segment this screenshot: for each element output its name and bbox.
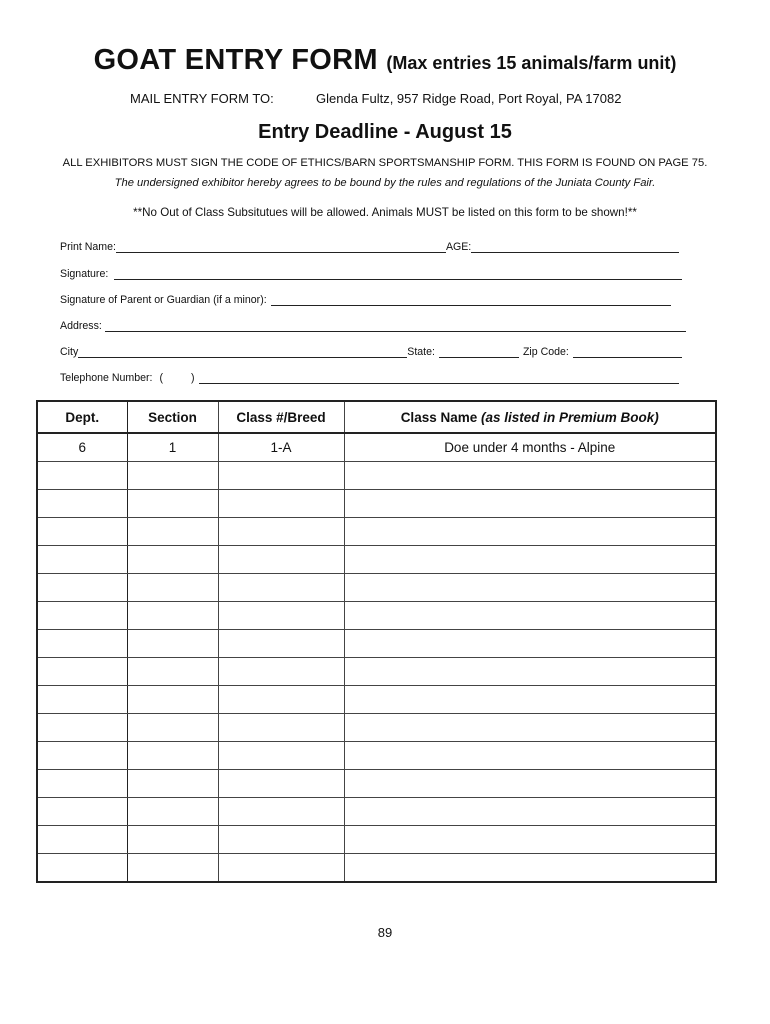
agreement-statement: The undersigned exhibitor hereby agrees to be bound by the rules and regulations of the Juniata County Fair.: [114, 177, 656, 189]
area-code-open: (: [159, 372, 163, 384]
cell-section[interactable]: [127, 826, 218, 854]
cell-section[interactable]: [127, 490, 218, 518]
table-row: [37, 854, 716, 883]
signature-row: [60, 268, 682, 280]
signature-label: Signature:: [60, 268, 109, 280]
cell-class-breed[interactable]: [218, 826, 344, 854]
cell-class-name[interactable]: [344, 826, 716, 854]
cell-section[interactable]: 1: [127, 433, 218, 462]
cell-section[interactable]: [127, 518, 218, 546]
print-name-label: Print Name:: [60, 241, 116, 253]
cell-class-breed[interactable]: [218, 854, 344, 883]
cell-section[interactable]: [127, 770, 218, 798]
cell-class-name[interactable]: [344, 770, 716, 798]
table-row: [37, 462, 716, 490]
table-row: [37, 518, 716, 546]
table-row: [37, 574, 716, 602]
table-row: [37, 490, 716, 518]
cell-dept[interactable]: [37, 742, 127, 770]
address-row: [60, 320, 686, 332]
city-field[interactable]: [78, 348, 407, 358]
parent-signature-label: Signature of Parent or Guardian (if a minor):: [60, 294, 267, 306]
parent-signature-row: [60, 294, 671, 306]
cell-dept[interactable]: [37, 462, 127, 490]
zip-field[interactable]: [573, 348, 682, 358]
cell-class-breed[interactable]: [218, 546, 344, 574]
cell-dept[interactable]: [37, 602, 127, 630]
cell-class-name[interactable]: [344, 462, 716, 490]
cell-dept[interactable]: 6: [37, 433, 127, 462]
table-row: [37, 433, 716, 462]
cell-class-name[interactable]: [344, 854, 716, 883]
telephone-row: [60, 372, 679, 384]
telephone-label: Telephone Number:: [60, 372, 153, 384]
cell-class-breed[interactable]: [218, 574, 344, 602]
city-state-zip-row: [60, 346, 682, 358]
cell-dept[interactable]: [37, 686, 127, 714]
cell-class-breed[interactable]: [218, 630, 344, 658]
cell-section[interactable]: [127, 462, 218, 490]
cell-section[interactable]: [127, 574, 218, 602]
table-row: [37, 630, 716, 658]
entries-body: [37, 433, 716, 882]
cell-dept[interactable]: [37, 770, 127, 798]
table-row: [37, 546, 716, 574]
cell-section[interactable]: [127, 546, 218, 574]
cell-class-breed[interactable]: [218, 490, 344, 518]
age-label: AGE:: [445, 241, 472, 253]
cell-dept[interactable]: [37, 714, 127, 742]
header-class-name: [344, 401, 716, 433]
mail-to-label: MAIL ENTRY FORM TO:: [130, 91, 274, 106]
cell-class-breed[interactable]: [218, 686, 344, 714]
telephone-field[interactable]: [199, 374, 679, 384]
print-name-field[interactable]: [116, 243, 446, 253]
cell-class-breed[interactable]: [218, 658, 344, 686]
header-class-name-note: (as listed in Premium Book): [481, 409, 659, 425]
cell-class-name[interactable]: [344, 658, 716, 686]
cell-dept[interactable]: [37, 658, 127, 686]
parent-signature-field[interactable]: [271, 296, 671, 306]
cell-class-name[interactable]: [344, 686, 716, 714]
cell-class-name[interactable]: [344, 518, 716, 546]
signature-field[interactable]: [114, 270, 682, 280]
print-name-row: [60, 241, 679, 253]
cell-section[interactable]: [127, 854, 218, 883]
cell-class-breed[interactable]: [218, 602, 344, 630]
cell-class-name[interactable]: [344, 742, 716, 770]
substitution-notice: **No Out of Class Subsitutues will be allowed. Animals MUST be listed on this form to be shown!**: [133, 206, 637, 219]
ethics-notice: ALL EXHIBITORS MUST SIGN THE CODE OF ETHICS/BARN SPORTSMANSHIP FORM. THIS FORM IS FOUND ON PAGE 75.: [62, 157, 708, 169]
cell-dept[interactable]: [37, 854, 127, 883]
form-subtitle: (Max entries 15 animals/farm unit): [386, 53, 677, 73]
cell-class-name[interactable]: [344, 714, 716, 742]
entries-table: [36, 400, 717, 883]
cell-section[interactable]: [127, 686, 218, 714]
table-row: [37, 686, 716, 714]
form-title: GOAT ENTRY FORM: [93, 44, 378, 76]
table-row: [37, 770, 716, 798]
cell-class-breed[interactable]: 1-A: [218, 433, 344, 462]
state-field[interactable]: [439, 348, 519, 358]
header-dept: Dept.: [37, 401, 127, 433]
table-row: [37, 826, 716, 854]
form-title-row: [0, 44, 770, 77]
cell-section[interactable]: [127, 630, 218, 658]
age-field[interactable]: [471, 243, 679, 253]
cell-section[interactable]: [127, 658, 218, 686]
table-row: [37, 742, 716, 770]
cell-class-breed[interactable]: [218, 770, 344, 798]
cell-section[interactable]: [127, 742, 218, 770]
cell-class-breed[interactable]: [218, 742, 344, 770]
area-code-close: ): [191, 372, 195, 384]
state-label: State:: [407, 346, 435, 358]
city-label: City: [60, 346, 79, 358]
mail-to-address: Glenda Fultz, 957 Ridge Road, Port Royal, PA 17082: [316, 91, 622, 106]
cell-class-name[interactable]: [344, 574, 716, 602]
header-class-name-label: Class Name: [400, 409, 478, 425]
cell-class-name[interactable]: [344, 546, 716, 574]
table-row: [37, 714, 716, 742]
table-row: [37, 798, 716, 826]
cell-dept[interactable]: [37, 826, 127, 854]
cell-class-breed[interactable]: [218, 714, 344, 742]
address-label: Address:: [60, 320, 102, 332]
zip-label: Zip Code:: [522, 346, 569, 358]
cell-dept[interactable]: [37, 798, 127, 826]
address-field[interactable]: [105, 322, 686, 332]
cell-class-name[interactable]: [344, 490, 716, 518]
cell-class-breed[interactable]: [218, 462, 344, 490]
table-row: [37, 602, 716, 630]
entry-deadline: Entry Deadline - August 15: [258, 121, 512, 143]
cell-class-name[interactable]: Doe under 4 months - Alpine: [344, 433, 716, 462]
cell-section[interactable]: [127, 798, 218, 826]
cell-dept[interactable]: [37, 630, 127, 658]
cell-class-name[interactable]: [344, 602, 716, 630]
table-header-row: [37, 401, 716, 433]
header-section: Section: [127, 401, 218, 433]
cell-dept[interactable]: [37, 490, 127, 518]
cell-dept[interactable]: [37, 546, 127, 574]
cell-dept[interactable]: [37, 574, 127, 602]
cell-class-name[interactable]: [344, 798, 716, 826]
cell-dept[interactable]: [37, 518, 127, 546]
cell-section[interactable]: [127, 602, 218, 630]
header-class-breed: Class #/Breed: [218, 401, 344, 433]
cell-class-breed[interactable]: [218, 798, 344, 826]
cell-class-breed[interactable]: [218, 518, 344, 546]
page-number: 89: [377, 925, 393, 940]
cell-section[interactable]: [127, 714, 218, 742]
cell-class-name[interactable]: [344, 630, 716, 658]
table-row: [37, 658, 716, 686]
